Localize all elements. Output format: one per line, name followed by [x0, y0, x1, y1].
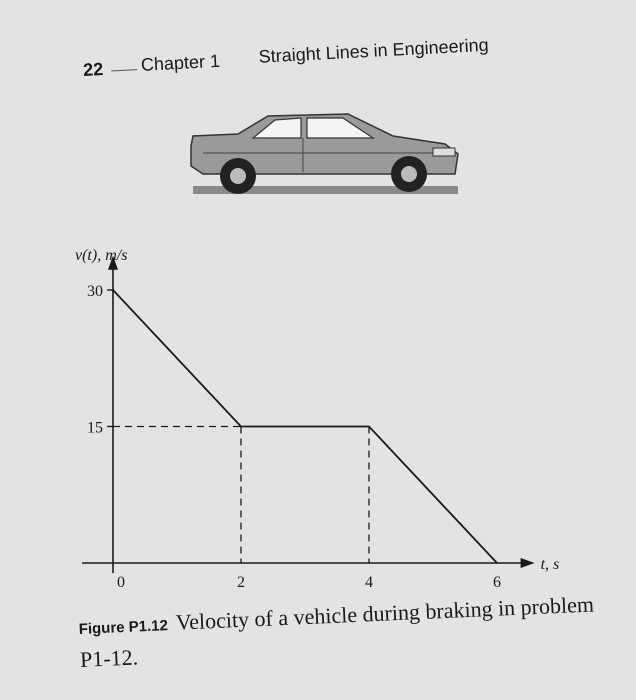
data-point: [496, 562, 498, 564]
section-title: Straight Lines in Engineering: [258, 34, 490, 67]
caption-text: Velocity of a vehicle during braking in problem P1-12.: [79, 591, 595, 672]
x-tick-label: 6: [493, 574, 501, 591]
y-tick-label: 30: [87, 283, 103, 300]
y-tick-label: 15: [87, 419, 103, 437]
y-axis-label: v(t), m/s: [75, 246, 128, 264]
data-point: [112, 289, 114, 291]
x-axis-arrow: [521, 558, 535, 568]
x-tick-label: 4: [365, 574, 373, 591]
page-number: 22: [82, 58, 104, 80]
x-tick-label: 2: [237, 574, 245, 591]
x-axis-label: t, s: [540, 556, 560, 573]
velocity-series-line: [113, 290, 497, 563]
x-tick-label: 0: [117, 574, 125, 591]
chapter-label: Chapter 1: [140, 50, 221, 75]
data-point: [368, 426, 370, 428]
figure-label: Figure P1.12: [78, 617, 169, 638]
data-point: [240, 426, 242, 428]
